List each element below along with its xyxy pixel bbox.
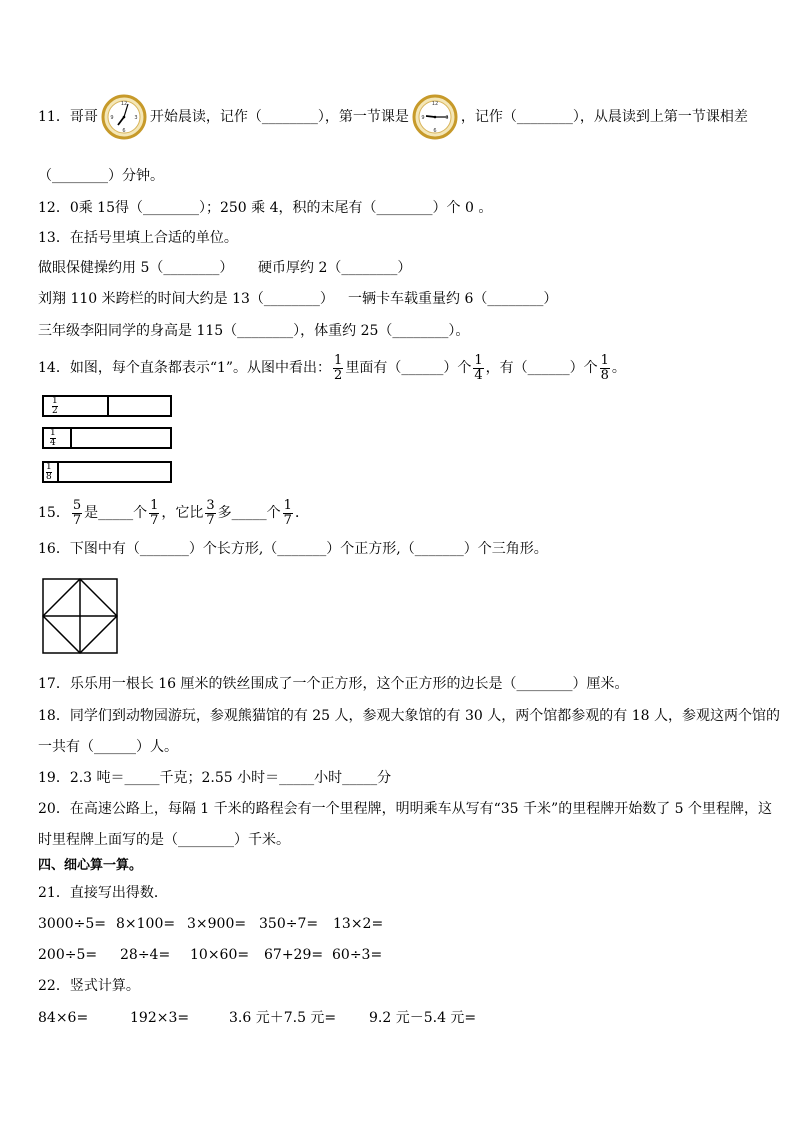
clock-icon xyxy=(101,94,147,140)
question-17: 17．乐乐用一根长 16 厘米的铁丝围成了一个正方形，这个正方形的边长是（________）厘米。 xyxy=(38,676,629,692)
fraction-bar-quarter xyxy=(42,427,172,449)
fraction xyxy=(205,499,215,528)
q14-text-2: 里面有（______）个 xyxy=(345,360,472,376)
svg-text:12: 12 xyxy=(120,101,128,107)
calc-item: 10×60= xyxy=(190,947,250,963)
numerator: 1 xyxy=(50,428,56,438)
fraction xyxy=(149,499,159,528)
fraction xyxy=(50,429,56,448)
denominator: 7 xyxy=(283,512,292,528)
question-20-line1: 20．在高速公路上，每隔 1 千米的路程会有一个里程牌，明明乘车从写有“35 千米”的里程牌开始数了 5 个里程牌，这 xyxy=(38,801,773,817)
calc-item: 28÷4= xyxy=(120,947,171,963)
question-22-title: 22．竖式计算。 xyxy=(38,978,140,994)
fraction xyxy=(473,354,483,383)
fraction xyxy=(46,463,52,482)
svg-text:6: 6 xyxy=(433,128,437,134)
calc-item: 3×900= xyxy=(187,916,247,932)
q13-line1b: 硬币厚约 2（________） xyxy=(258,260,412,276)
question-14 xyxy=(38,350,626,386)
denominator: 8 xyxy=(600,367,609,383)
fraction xyxy=(52,397,58,416)
fraction xyxy=(600,354,610,383)
q11-text-1: 哥哥 xyxy=(69,109,98,125)
question-20-line2: 时里程牌上面写的是（________）千米。 xyxy=(38,832,290,848)
calc-item: 192×3= xyxy=(130,1010,190,1026)
q13-line2b: 一辆卡车载重量约 6（________） xyxy=(348,291,558,307)
svg-text:6: 6 xyxy=(122,128,126,134)
shape-diagram xyxy=(42,578,118,654)
q13-line1a: 做眼保健操约用 5（________） xyxy=(38,260,234,276)
clock-icon xyxy=(412,94,458,140)
calc-item: 67+29= xyxy=(264,947,324,963)
question-11-line1 xyxy=(38,94,748,140)
denominator: 7 xyxy=(206,512,215,528)
calc-item: 200÷5= xyxy=(38,947,98,963)
calc-item: 60÷3= xyxy=(332,947,383,963)
q15-text-4: ． xyxy=(294,505,309,521)
calc-item: 8×100= xyxy=(116,916,176,932)
calc-row-1 xyxy=(38,914,383,934)
q13-line3: 三年级李阳同学的身高是 115（________），体重约 25（________）。 xyxy=(38,323,470,339)
question-19: 19．2.3 吨＝_____千克；2.55 小时＝_____小时_____分 xyxy=(38,770,392,786)
svg-text:9: 9 xyxy=(421,115,425,121)
q14-text-3: ，有（______）个 xyxy=(485,360,598,376)
question-18-line1: 18．同学们到动物园游玩，参观熊猫馆的有 25 人，参观大象馆的有 30 人，两个馆都参观的有 18 人，参观这两个馆的 xyxy=(38,708,780,724)
numerator: 3 xyxy=(206,497,215,513)
section-heading: 四、细心算一算。 xyxy=(38,858,143,873)
denominator: 7 xyxy=(72,512,82,528)
question-13-title: 13．在括号里填上合适的单位。 xyxy=(38,230,238,246)
calc-row-3 xyxy=(38,1008,476,1028)
question-number: 15． xyxy=(38,505,70,521)
calc-item: 350÷7= xyxy=(259,916,319,932)
fraction xyxy=(283,499,293,528)
denominator: 4 xyxy=(474,367,483,383)
fraction-bar-half xyxy=(42,395,172,417)
svg-text:3: 3 xyxy=(445,115,449,121)
svg-text:12: 12 xyxy=(431,101,439,107)
calc-item: 9.2 元－5.4 元= xyxy=(369,1010,477,1026)
question-11-line2: （________）分钟。 xyxy=(38,168,164,184)
numerator: 1 xyxy=(46,462,52,472)
denominator: 8 xyxy=(46,472,52,482)
calc-item: 3.6 元＋7.5 元= xyxy=(229,1010,337,1026)
numerator: 1 xyxy=(283,497,292,513)
q15-text-3: 多_____个 xyxy=(217,505,281,521)
denominator: 2 xyxy=(334,367,343,383)
numerator: 1 xyxy=(150,497,159,513)
calc-item: 84×6= xyxy=(38,1010,89,1026)
q14-text-1: 14．如图，每个直条都表示“1”。从图中看出： xyxy=(38,360,332,376)
fraction-bar-eighth xyxy=(42,461,172,483)
denominator: 7 xyxy=(150,512,159,528)
fraction xyxy=(72,499,82,528)
calc-item: 13×2= xyxy=(333,916,384,932)
q14-text-4: 。 xyxy=(611,360,626,376)
svg-text:9: 9 xyxy=(110,115,114,121)
q11-text-2: 开始晨读，记作（________），第一节课是 xyxy=(149,109,409,125)
q11-text-3: ，记作（________），从晨读到上第一节课相差 xyxy=(460,109,748,125)
numerator: 1 xyxy=(474,352,483,368)
question-21-title: 21．直接写出得数． xyxy=(38,885,168,901)
fraction xyxy=(333,354,343,383)
denominator: 2 xyxy=(52,406,58,416)
svg-text:3: 3 xyxy=(134,115,138,121)
question-15 xyxy=(38,495,309,531)
q13-line2a: 刘翔 110 米跨栏的时间大约是 13（________） xyxy=(38,291,334,307)
numerator: 5 xyxy=(72,497,82,513)
question-number: 11． xyxy=(38,109,70,125)
q15-text-1: 是_____个 xyxy=(84,505,148,521)
denominator: 4 xyxy=(50,438,56,448)
question-16: 16．下图中有（_______）个长方形,（_______）个正方形,（_______）个三角形。 xyxy=(38,541,548,557)
question-12: 12．0乘 15得（________）；250 乘 4，积的末尾有（________）个 0 。 xyxy=(38,200,493,216)
q15-text-2: ，它比 xyxy=(161,505,204,521)
calc-item: 3000÷5= xyxy=(38,916,106,932)
numerator: 1 xyxy=(334,352,343,368)
question-18-line2: 一共有（______）人。 xyxy=(38,739,178,755)
bar-cell xyxy=(44,429,72,447)
numerator: 1 xyxy=(52,396,58,406)
calc-row-2 xyxy=(38,945,382,965)
numerator: 1 xyxy=(600,352,609,368)
